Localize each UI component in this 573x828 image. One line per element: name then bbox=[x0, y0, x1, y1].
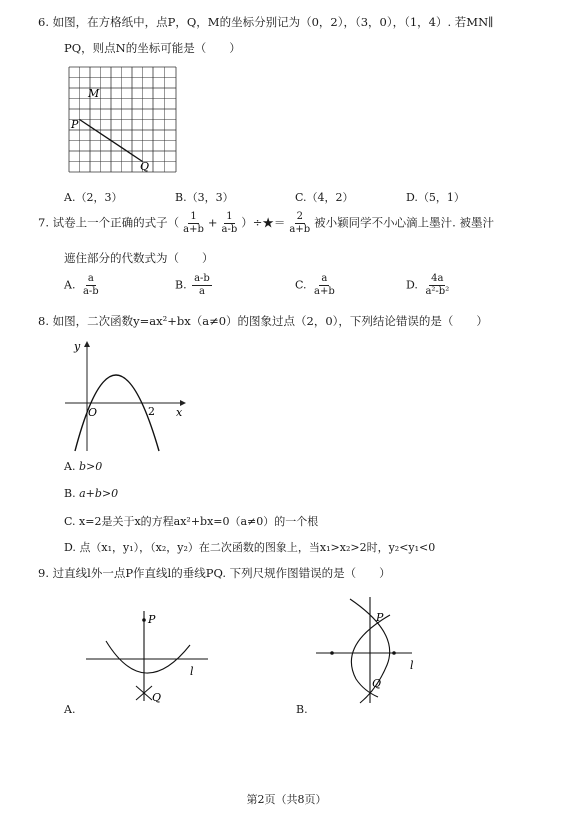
q6-text-1: 如图，在方格纸中，点P，Q，M的坐标分别记为（0，2），（3，0），（1，4）. 若MN∥ bbox=[52, 15, 494, 29]
label-q: Q bbox=[140, 160, 150, 173]
q6-option-c: C.（4，2） bbox=[295, 191, 354, 204]
q8-parabola-figure bbox=[60, 336, 195, 456]
fig-a-label-q: Q bbox=[152, 691, 162, 704]
q9-line1: 9. 过直线l外一点P作直线l的垂线PQ. 下列尺规作图错误的是（ ） bbox=[38, 566, 391, 580]
q6-grid-figure bbox=[68, 66, 178, 174]
q8-line1: 8. 如图，二次函数y=ax²+bx（a≠0）的图象过点（2，0），下列结论错误的是（ ） bbox=[38, 314, 488, 328]
q6-number: 6. bbox=[38, 15, 49, 29]
fig-b-label-q: Q bbox=[372, 677, 382, 690]
label-y: y bbox=[74, 340, 81, 353]
q7-frac3: $\frac{2}{a+b}$ bbox=[289, 211, 311, 235]
q6-option-a: A.（2，3） bbox=[64, 191, 123, 204]
fig-b-label-p: P bbox=[376, 611, 384, 624]
q7-line1: 7. 试卷上一个正确的式子（ $\frac{1}{a+b}$ + $\frac{1}{a-b}$ ）÷★＝ $\frac{2}{a+b}$ 被小颖同学不小心滴上墨汁. 被墨汁 bbox=[38, 211, 494, 235]
page-footer: 第2页（共8页） bbox=[246, 793, 327, 806]
q8-option-d: D. 点（x₁，y₁），（x₂，y₂）在二次函数的图象上，当x₁>x₂>2时，y₂<y₁<0 bbox=[64, 541, 436, 554]
q7-option-b: B. $\frac{a-b}{a}$ bbox=[175, 273, 210, 297]
q8-option-b: B. a+b>0 bbox=[64, 487, 119, 500]
label-o: O bbox=[88, 406, 98, 419]
q7-option-a: A. $\frac{a}{a-b}$ bbox=[64, 273, 99, 297]
q6-option-b: B.（3，3） bbox=[175, 191, 234, 204]
fig-a-label-p: P bbox=[148, 613, 156, 626]
q7-line2: 遮住部分的代数式为（ ） bbox=[64, 251, 214, 265]
label-p: P bbox=[71, 118, 79, 131]
q9-figure-b bbox=[312, 593, 432, 705]
label-x: x bbox=[176, 406, 183, 419]
q7-option-c: C. $\frac{a}{a+b}$ bbox=[295, 273, 335, 297]
arc-a bbox=[106, 641, 190, 673]
label-m: M bbox=[88, 87, 100, 100]
q7-frac2: $\frac{1}{a-b}$ bbox=[221, 211, 238, 235]
q8-option-c: C. x=2是关于x的方程ax²+bx=0（a≠0）的一个根 bbox=[64, 515, 319, 528]
q9-figure-a bbox=[80, 605, 230, 705]
q7-option-d: D. $\frac{4a}{\text{a²-b²}}$ bbox=[406, 273, 450, 297]
q6-line1 bbox=[38, 14, 493, 30]
fig-b-label-l: l bbox=[410, 659, 414, 672]
q6-option-d: D.（5，1） bbox=[406, 191, 465, 204]
q6-line2: PQ，则点N的坐标可能是（ ） bbox=[64, 41, 241, 55]
fig-a-label-l: l bbox=[190, 665, 194, 678]
arc-b-left bbox=[351, 615, 390, 697]
label-two: 2 bbox=[148, 405, 155, 418]
q7-frac1: $\frac{1}{a+b}$ bbox=[183, 211, 204, 235]
q9-option-b: B. bbox=[296, 703, 308, 716]
q9-option-a: A. bbox=[64, 703, 76, 716]
q8-option-a: A. b>0 bbox=[64, 460, 103, 473]
